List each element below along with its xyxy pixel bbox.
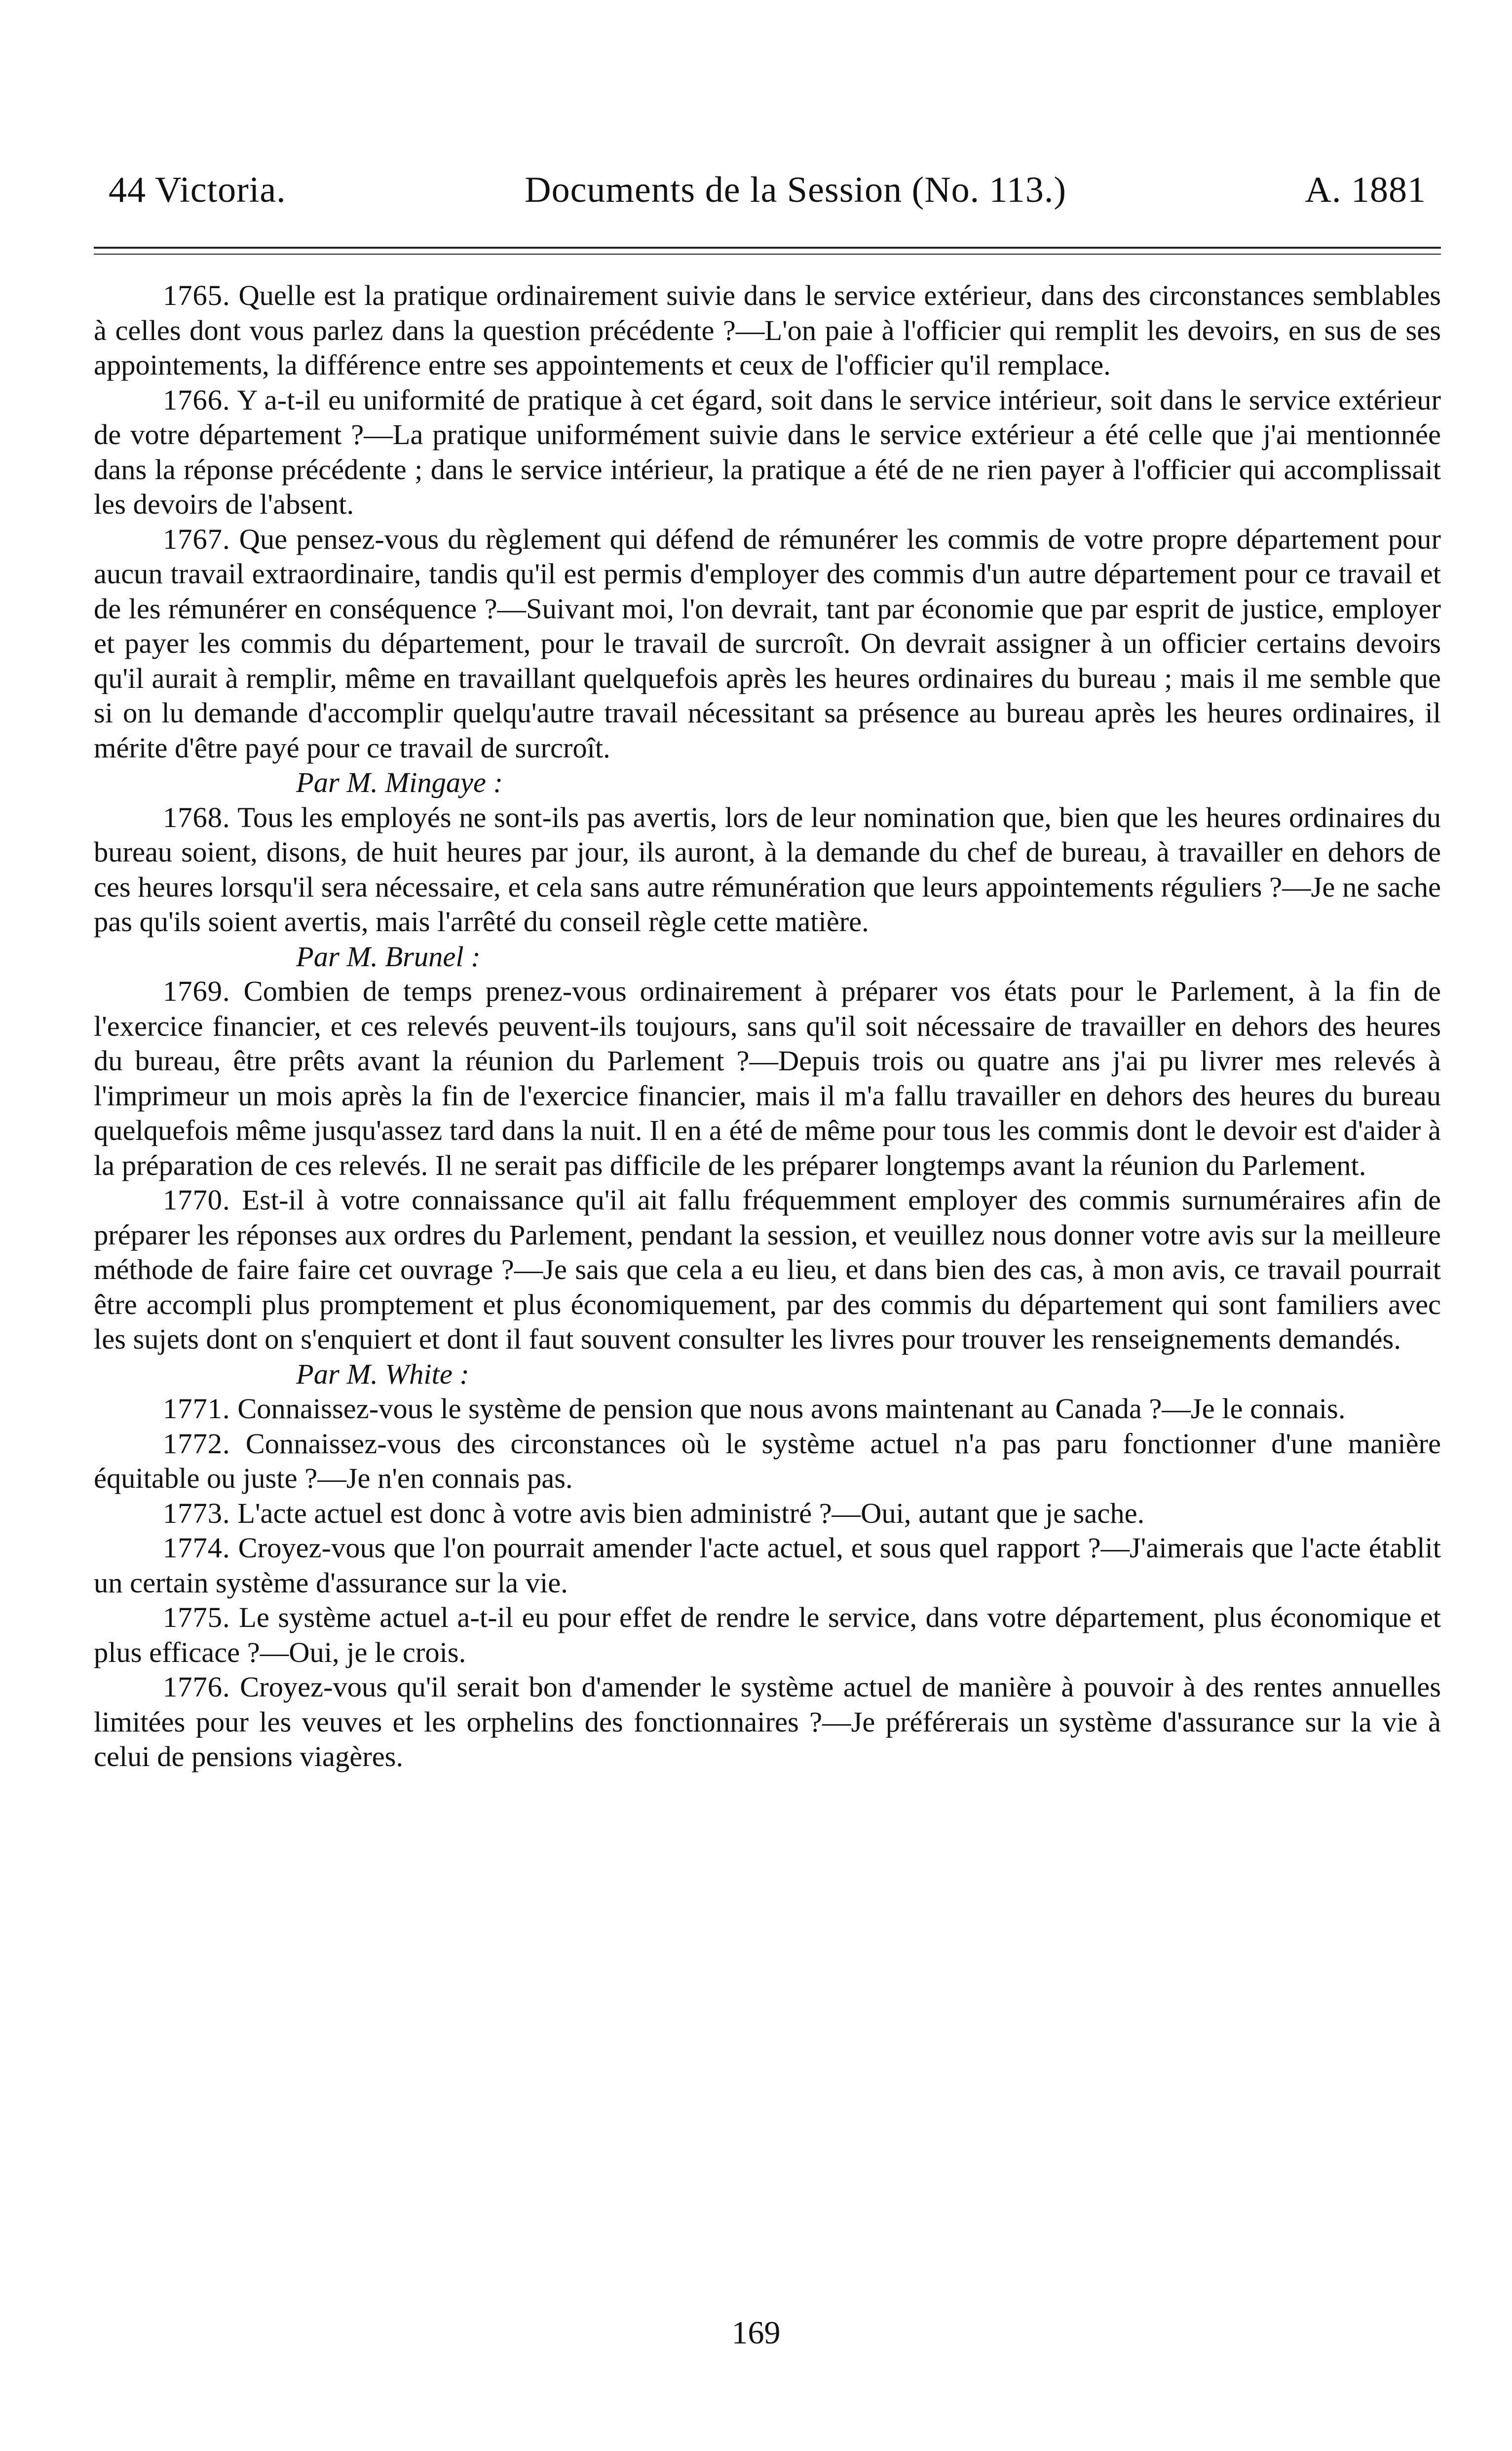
question-answer-text: Connaissez-vous le système de pension que nous avons maintenant au Canada ?—Je le connais. (237, 1393, 1346, 1425)
question-answer-paragraph (94, 1183, 1441, 1357)
header-rule (94, 247, 1441, 255)
question-answer-paragraph (94, 383, 1441, 522)
header-year: A. 1881 (1305, 170, 1426, 210)
page-number: 169 (731, 2315, 781, 2351)
examiner-heading: Par M. Brunel : (296, 940, 481, 973)
question-number: 1775. (163, 1601, 230, 1633)
question-answer-paragraph (94, 522, 1441, 766)
question-number: 1765. (163, 279, 230, 311)
examiner-heading: Par M. Mingaye : (296, 766, 503, 798)
question-answer-text: Combien de temps prenez-vous ordinairement à préparer vos états pour le Parlement, à la fin de l'exercice financier, et ces relevés peuvent-ils toujours, sans qu'il soit nécessaire de travailler en dehors des heures du bureau, être prêts avant la réunion du Parlement ?—Depuis trois ou quatre ans j'ai pu livrer mes relevés à l'imprimeur un mois après la fin de l'exercice financier, mais il m'a fallu travailler en dehors des heures du bureau quelquefois même jusqu'assez tard dans la nuit. Il en a été de même pour tous les commis dont le devoir est d'aider à la préparation de ces relevés. Il ne serait pas difficile de les préparer longtemps avant la réunion du Parlement. (94, 975, 1441, 1181)
question-number: 1769. (163, 975, 230, 1007)
document-page (94, 168, 1441, 1774)
question-number: 1772. (163, 1427, 230, 1460)
question-answer-text: Connaissez-vous des circonstances où le système actuel n'a pas paru fonctionner d'une manière équitable ou juste ?—Je n'en connais pas. (94, 1427, 1441, 1494)
question-answer-paragraph (94, 1496, 1441, 1531)
question-number: 1776. (163, 1671, 230, 1703)
question-answer-paragraph (94, 278, 1441, 383)
question-answer-text: Croyez-vous qu'il serait bon d'amender le système actuel de manière à pouvoir à des rentes annuelles limitées pour les veuves et les orphelins des fonctionnaires ?—Je préférerais un système d'assurance sur la vie à celui de pensions viagères. (94, 1671, 1441, 1772)
question-answer-text: Est-il à votre connaissance qu'il ait fallu fréquemment employer des commis surnuméraires afin de préparer les réponses aux ordres du Parlement, pendant la session, et veuillez nous donner votre avis sur la meilleure méthode de faire faire cet ouvrage ?—Je sais que cela a eu lieu, et dans bien des cas, à mon avis, ce travail pourrait être accompli plus promptement et plus économiquement, par des commis du département qui sont familiers avec les sujets dont on s'enquiert et dont il faut souvent consulter les livres pour trouver les renseignements demandés. (94, 1184, 1441, 1355)
question-number: 1768. (163, 801, 230, 833)
question-number: 1767. (163, 523, 230, 555)
question-answer-paragraph (94, 1392, 1441, 1427)
question-number: 1774. (163, 1532, 230, 1564)
question-answer-text: Y a-t-il eu uniformité de pratique à cet égard, soit dans le service intérieur, soit dans le service extérieur de votre département ?—La pratique uniformément suivie dans le service extérieur a été celle que j'ai mentionnée dans la réponse précédente ; dans le service intérieur, la pratique a été de ne rien payer à l'officier qui accomplissait les devoirs de l'absent. (94, 383, 1441, 520)
question-answer-paragraph (94, 1531, 1441, 1600)
question-answer-text: Quelle est la pratique ordinairement suivie dans le service extérieur, dans des circonstances semblables à celles dont vous parlez dans la question précédente ?—L'on paie à l'officier qui remplit les devoirs, en sus de ses appointements, la différence entre ses appointements et ceux de l'officier qu'il remplace. (94, 279, 1441, 381)
question-answer-text: Tous les employés ne sont-ils pas avertis, lors de leur nomination que, bien que les heures ordinaires du bureau soient, disons, de huit heures par jour, ils auront, à la demande du chef de bureau, à travailler en dehors de ces heures lorsqu'il sera nécessaire, et cela sans autre rémunération que leurs appointements réguliers ?—Je ne sache pas qu'ils soient avertis, mais l'arrêté du conseil règle cette matière. (94, 801, 1441, 938)
testimony-body (94, 278, 1441, 1774)
question-answer-text: L'acte actuel est donc à votre avis bien administré ?—Oui, autant que je sache. (237, 1497, 1145, 1529)
question-number: 1766. (163, 383, 230, 416)
header-session-year: 44 Victoria. (109, 170, 286, 210)
question-answer-paragraph (94, 1427, 1441, 1496)
question-number: 1771. (163, 1393, 230, 1425)
question-answer-text: Que pensez-vous du règlement qui défend de rémunérer les commis de votre propre département pour aucun travail extraordinaire, tandis qu'il est permis d'employer des commis d'un autre département pour ce travail et de les rémunérer en conséquence ?—Suivant moi, l'on devrait, tant par économie que par esprit de justice, employer et payer les commis du département, pour le travail de surcroît. On devrait assigner à un officier certains devoirs qu'il aurait à remplir, même en travaillant quelquefois après les heures ordinaires du bureau ; mais il me semble que si on lu demande d'accomplir quelqu'autre travail nécessitant sa présence au bureau après les heures ordinaires, il mérite d'être payé pour ce travail de surcroît. (94, 523, 1441, 764)
question-number: 1770. (163, 1184, 230, 1216)
examiner-heading: Par M. White : (296, 1357, 469, 1390)
question-answer-paragraph (94, 800, 1441, 940)
rule-line (94, 254, 1441, 255)
question-answer-paragraph (94, 1600, 1441, 1670)
question-answer-text: Le système actuel a-t-il eu pour effet de rendre le service, dans votre département, plus économique et plus efficace ?—Oui, je le crois. (94, 1601, 1441, 1668)
header-document-title: Documents de la Session (No. 113.) (525, 170, 1067, 210)
question-number: 1773. (163, 1497, 230, 1529)
running-header (94, 168, 1441, 212)
question-answer-paragraph (94, 1670, 1441, 1774)
question-answer-paragraph (94, 974, 1441, 1183)
rule-line (94, 247, 1441, 249)
question-answer-text: Croyez-vous que l'on pourrait amender l'acte actuel, et sous quel rapport ?—J'aimerais que l'acte établit un certain système d'assurance sur la vie. (94, 1532, 1441, 1599)
